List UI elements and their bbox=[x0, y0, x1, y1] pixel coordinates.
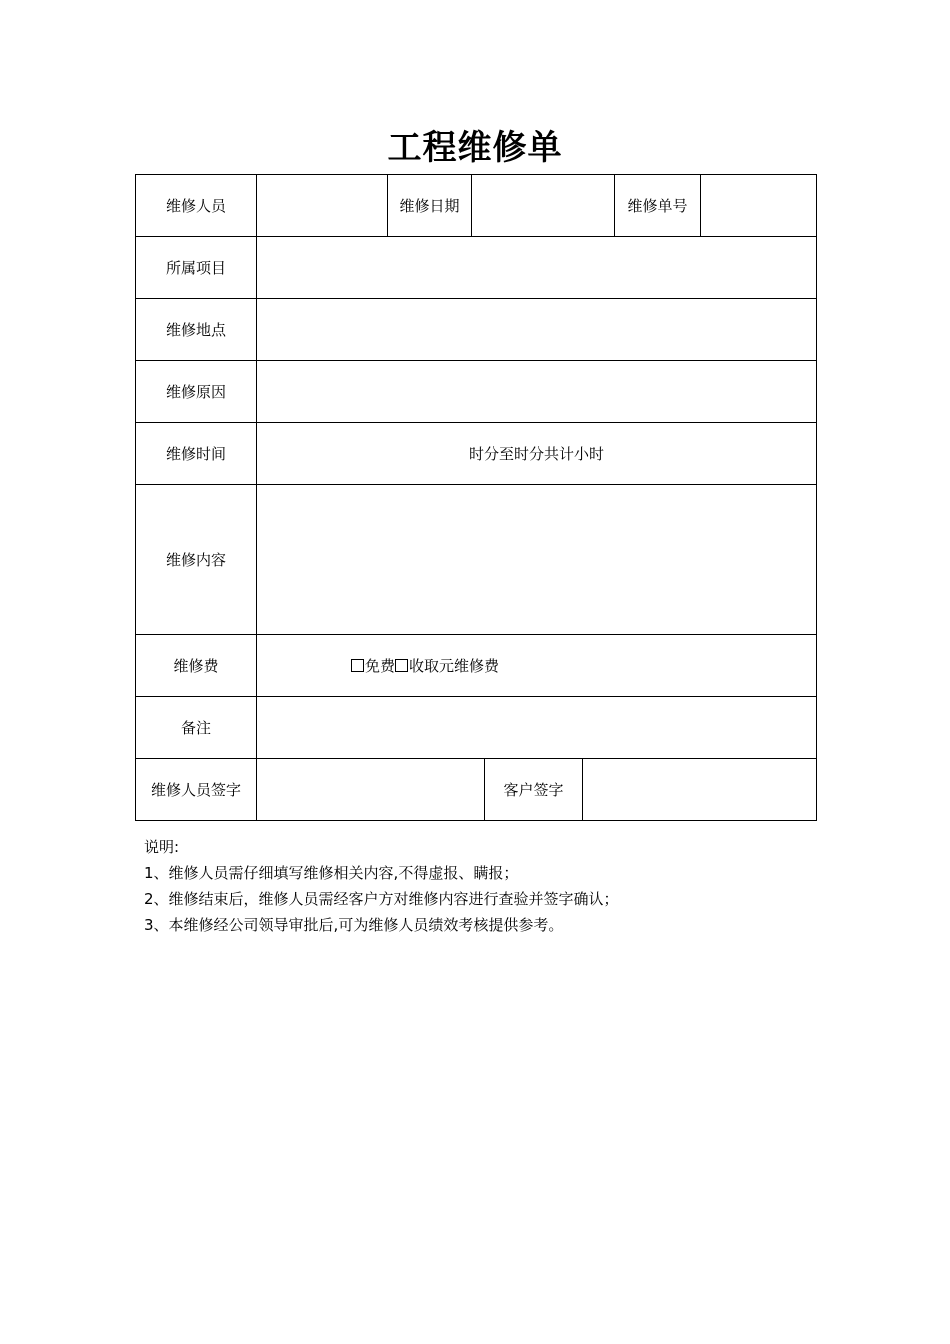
note-item-2: 2、维修结束后，维修人员需经客户方对维修内容进行查验并签字确认； bbox=[144, 890, 619, 908]
charge-option-label: 收取元维修费 bbox=[409, 657, 500, 675]
note-item-1: 1、维修人员需仔细填写维修相关内容,不得虚报、瞒报； bbox=[144, 864, 519, 882]
staff-field[interactable] bbox=[257, 175, 388, 237]
customer-signature-label: 客户签字 bbox=[485, 759, 583, 821]
content-field[interactable] bbox=[257, 485, 817, 635]
order-number-field[interactable] bbox=[701, 175, 817, 237]
content-label: 维修内容 bbox=[136, 485, 257, 635]
row-signatures bbox=[136, 759, 817, 821]
repair-form-table bbox=[135, 174, 817, 821]
row-time bbox=[136, 423, 817, 485]
staff-label: 维修人员 bbox=[136, 175, 257, 237]
page-title: 工程维修单 bbox=[387, 128, 563, 168]
project-label: 所属项目 bbox=[136, 237, 257, 299]
staff-signature-label: 维修人员签字 bbox=[136, 759, 257, 821]
row-content bbox=[136, 485, 817, 635]
free-option-label: 免费 bbox=[365, 657, 396, 675]
reason-label: 维修原因 bbox=[136, 361, 257, 423]
remarks-field[interactable] bbox=[257, 697, 817, 759]
location-label: 维修地点 bbox=[136, 299, 257, 361]
time-label: 维修时间 bbox=[136, 423, 257, 485]
staff-signature-field[interactable] bbox=[257, 759, 485, 821]
row-fee bbox=[136, 635, 817, 697]
fee-options bbox=[257, 635, 817, 697]
row-project bbox=[136, 237, 817, 299]
remarks-label: 备注 bbox=[136, 697, 257, 759]
customer-signature-field[interactable] bbox=[583, 759, 817, 821]
date-field[interactable] bbox=[472, 175, 615, 237]
reason-field[interactable] bbox=[257, 361, 817, 423]
project-field[interactable] bbox=[257, 237, 817, 299]
note-item-3: 3、本维修经公司领导审批后,可为维修人员绩效考核提供参考。 bbox=[144, 916, 564, 934]
free-checkbox[interactable] bbox=[351, 659, 364, 672]
time-field[interactable]: 时分至时分共计小时 bbox=[257, 423, 817, 485]
charge-checkbox[interactable] bbox=[395, 659, 408, 672]
order-number-label: 维修单号 bbox=[615, 175, 701, 237]
row-location bbox=[136, 299, 817, 361]
row-reason bbox=[136, 361, 817, 423]
date-label: 维修日期 bbox=[388, 175, 472, 237]
row-staff-date-order bbox=[136, 175, 817, 237]
location-field[interactable] bbox=[257, 299, 817, 361]
row-remarks bbox=[136, 697, 817, 759]
notes-section bbox=[144, 834, 824, 938]
notes-heading: 说明: bbox=[144, 838, 180, 856]
fee-label: 维修费 bbox=[136, 635, 257, 697]
